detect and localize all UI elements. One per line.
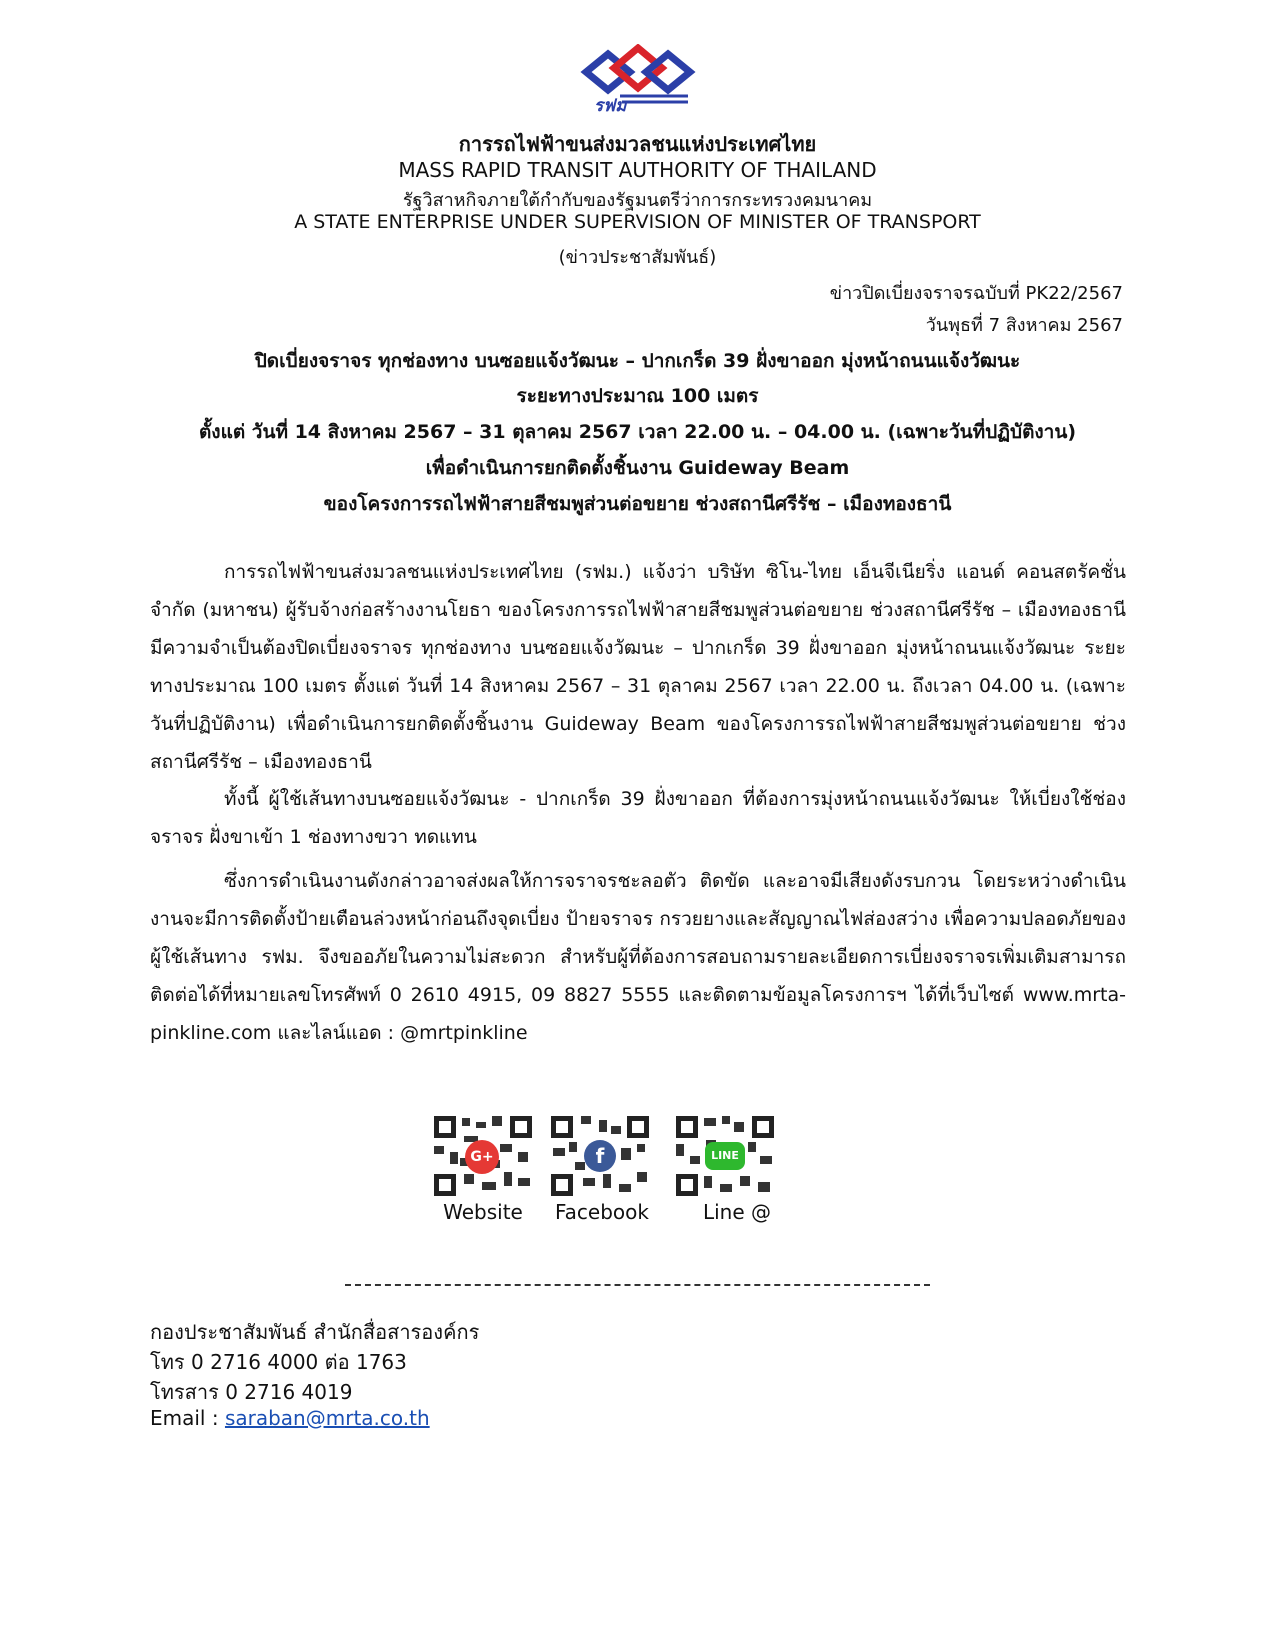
subtitle-th: รัฐวิสาหกิจภายใต้กำกับของรัฐมนตรีว่าการกระทรวงคมนาคม: [402, 190, 873, 211]
contact-phone: โทร 0 2716 4000 ต่อ 1763: [150, 1350, 407, 1374]
line-icon: LINE: [705, 1142, 745, 1170]
mrta-logo-mark: [578, 44, 698, 120]
qr-code-website[interactable]: [430, 1112, 536, 1204]
qr-code-facebook[interactable]: [547, 1112, 653, 1204]
qr-label-facebook: Facebook: [555, 1200, 649, 1224]
qr-code-line[interactable]: [672, 1112, 778, 1204]
headline-line-4: เพื่อดำเนินการยกติดตั้งชิ้นงาน Guideway Beam: [425, 457, 850, 479]
email-link[interactable]: saraban@mrta.co.th: [224, 1406, 430, 1430]
qr-label-line: Line @: [702, 1200, 772, 1224]
mrta-logo: [578, 44, 698, 120]
headline-line-1: ปิดเบี่ยงจราจร ทุกช่องทาง บนซอยแจ้งวัฒนะ – ปากเกร็ด 39 ฝั่งขาออก มุ่งหน้าถนนแจ้งวัฒนะ: [254, 350, 1021, 372]
body-paragraph-1: การรถไฟฟ้าขนส่งมวลชนแห่งประเทศไทย (รฟม.) แจ้งว่า บริษัท ซิโน-ไทย เอ็นจีเนียริ่ง แอนด์ คอนสตรัคชั่น จำกัด (มหาชน) ผู้รับจ้างก่อสร้างงานโยธา ของโครงการรถไฟฟ้าสายสีชมพูส่วนต่อขยาย ช่วงสถานีศรีรัช – เมืองทองธานี มีความจำเป็นต้องปิดเบี่ยงจราจร ทุกช่องทาง บนซอยแจ้งวัฒนะ – ปากเกร็ด 39 ฝั่งขาออก มุ่งหน้าถนนแจ้งวัฒนะ ระยะทางประมาณ 100 เมตร ตั้งแต่ วันที่ 14 สิงหาคม 2567 – 31 ตุลาคม 2567 เวลา 22.00 น. ถึงเวลา 04.00 น. (เฉพาะวันที่ปฏิบัติงาน) เพื่อดำเนินการยกติดตั้งชิ้นงาน Guideway Beam ของโครงการรถไฟฟ้าสายสีชมพูส่วนต่อขยาย ช่วงสถานีศรีรัช – เมืองทองธานี: [150, 561, 1126, 773]
dashed-divider: [345, 1284, 930, 1286]
org-name-th: การรถไฟฟ้าขนส่งมวลชนแห่งประเทศไทย: [458, 132, 817, 156]
contact-email-row: [150, 1406, 430, 1430]
contact-department: กองประชาสัมพันธ์ สำนักสื่อสารองค์กร: [150, 1320, 480, 1344]
issue-date: วันพุธที่ 7 สิงหาคม 2567: [925, 315, 1123, 336]
body-paragraph-3: ซึ่งการดำเนินงานดังกล่าวอาจส่งผลให้การจราจรชะลอตัว ติดขัด และอาจมีเสียงดังรบกวน โดยระหว่างดำเนินงานจะมีการติดตั้งป้ายเตือนล่วงหน้าก่อนถึงจุดเบี่ยง ป้ายจราจร กรวยยางและสัญญาณไฟส่องสว่าง เพื่อความปลอดภัยของผู้ใช้เส้นทาง รฟม. จึงขออภัยในความไม่สะดวก สำหรับผู้ที่ต้องการสอบถามรายละเอียดการเบี่ยงจราจรเพิ่มเติมสามารถติดต่อได้ที่หมายเลขโทรศัพท์ 0 2610 4915, 09 8827 5555 และติดตามข้อมูลโครงการฯ ได้ที่เว็บไซต์ www.mrta-pinkline.com และไลน์แอด : @mrtpinkline: [150, 870, 1126, 1044]
facebook-icon: f: [584, 1140, 616, 1172]
headline-line-3: ตั้งแต่ วันที่ 14 สิงหาคม 2567 – 31 ตุลาคม 2567 เวลา 22.00 น. – 04.00 น. (เฉพาะวันที่ปฏิบัติงาน): [198, 421, 1077, 443]
body-paragraph-2: ทั้งนี้ ผู้ใช้เส้นทางบนซอยแจ้งวัฒนะ - ปากเกร็ด 39 ฝั่งขาออก ที่ต้องการมุ่งหน้าถนนแจ้งวัฒนะ ให้เบี่ยงใช้ช่องจราจร ฝั่งขาเข้า 1 ช่องทางขวา ทดแทน: [150, 788, 1126, 848]
org-name-en: MASS RAPID TRANSIT AUTHORITY OF THAILAND: [398, 158, 877, 182]
qr-label-website: Website: [443, 1200, 523, 1224]
logo-text: รฟม: [594, 96, 627, 116]
subtitle-en: A STATE ENTERPRISE UNDER SUPERVISION OF MINISTER OF TRANSPORT: [294, 211, 981, 233]
google-plus-icon: G+: [465, 1140, 499, 1174]
email-label: Email :: [150, 1406, 225, 1430]
headline-line-5: ของโครงการรถไฟฟ้าสายสีชมพูส่วนต่อขยาย ช่วงสถานีศรีรัช – เมืองทองธานี: [323, 493, 952, 515]
issue-number: ข่าวปิดเบี่ยงจราจรฉบับที่ PK22/2567: [829, 283, 1123, 304]
headline-line-2: ระยะทางประมาณ 100 เมตร: [516, 385, 759, 407]
contact-fax: โทรสาร 0 2716 4019: [150, 1380, 353, 1404]
news-type: (ข่าวประชาสัมพันธ์): [558, 247, 717, 268]
